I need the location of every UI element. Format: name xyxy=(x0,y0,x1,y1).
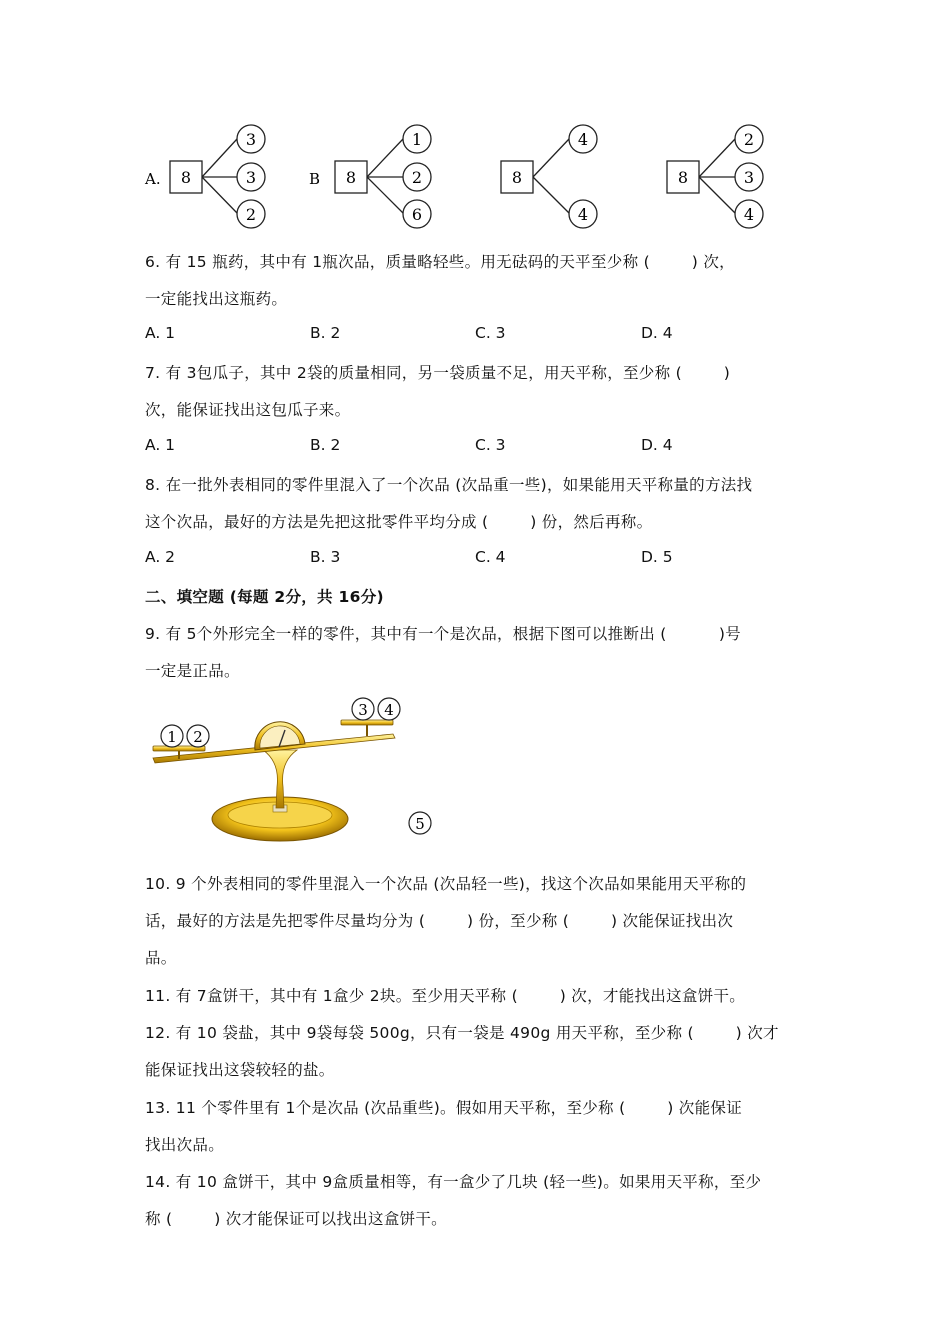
diagram-c-leaf-2: 4 xyxy=(577,205,589,224)
diagram-d-leaf-2: 3 xyxy=(743,168,755,187)
q6-option-c[interactable]: C. 3 xyxy=(475,324,506,342)
q6-option-a[interactable]: A. 1 xyxy=(145,324,176,342)
q6-line-2: 一定能找出这瓶药。 xyxy=(145,290,288,308)
diagram-a-root: 8 xyxy=(180,168,192,187)
q7-option-c[interactable]: C. 3 xyxy=(475,436,506,454)
q7-line-2: 次，能保证找出这包瓜子来。 xyxy=(145,401,351,419)
q6-option-b[interactable]: B. 2 xyxy=(310,324,341,342)
section-2-heading: 二、填空题 (每题 2分，共 16分) xyxy=(145,588,384,606)
q9-line-2: 一定是正品。 xyxy=(145,662,240,680)
q13-line-2: 找出次品。 xyxy=(145,1136,225,1154)
q7-option-a[interactable]: A. 1 xyxy=(145,436,176,454)
q10-line-2: 话，最好的方法是先把零件尽量均分为 ( ) 份，至少称 ( ) 次能保证找出次 xyxy=(145,912,734,930)
q8-line-1: 8. 在一批外表相同的零件里混入了一个次品 (次品重一些)，如果能用天平称量的方法找 xyxy=(145,476,753,494)
q7-option-b[interactable]: B. 2 xyxy=(310,436,341,454)
q6-option-d[interactable]: D. 4 xyxy=(641,324,673,342)
q14-line-2: 称 ( ) 次才能保证可以找出这盒饼干。 xyxy=(145,1210,447,1228)
scale-left-weight-2: 2 xyxy=(193,728,203,746)
scale-right-weight-2: 4 xyxy=(384,701,394,719)
diagram-c-root: 8 xyxy=(511,168,523,187)
q10-line-3: 品。 xyxy=(145,949,177,967)
diagram-a-leaf-3: 2 xyxy=(245,205,257,224)
diagram-b xyxy=(309,125,431,228)
diagram-d-root: 8 xyxy=(677,168,689,187)
q10-line-1: 10. 9 个外表相同的零件里混入一个次品 (次品轻一些)，找这个次品如果能用天平称的 xyxy=(145,875,747,893)
diagram-b-leaf-3: 6 xyxy=(411,205,423,224)
scale-left-weight-1: 1 xyxy=(167,728,177,746)
diagram-c xyxy=(501,125,597,228)
diagram-d xyxy=(667,125,763,228)
scale-aside-weight: 5 xyxy=(415,815,425,833)
diagram-b-label: B xyxy=(309,170,321,188)
diagram-b-leaf-2: 2 xyxy=(411,168,423,187)
q9-line-1: 9. 有 5个外形完全一样的零件，其中有一个是次品，根据下图可以推断出 ( )号 xyxy=(145,625,741,643)
diagram-a xyxy=(144,125,265,228)
q13-line-1: 13. 11 个零件里有 1个是次品 (次品重些)。假如用天平称，至少称 ( ) 次能保证 xyxy=(145,1099,743,1117)
diagram-c-leaf-1: 4 xyxy=(577,130,589,149)
q7-line-1: 7. 有 3包瓜子，其中 2袋的质量相同，另一袋质量不足，用天平称，至少称 ( ) xyxy=(145,364,731,382)
q8-line-2: 这个次品，最好的方法是先把这批零件平均分成 ( ) 份，然后再称。 xyxy=(145,513,653,531)
q8-option-b[interactable]: B. 3 xyxy=(310,548,341,566)
diagram-a-leaf-2: 3 xyxy=(245,168,257,187)
q7-option-d[interactable]: D. 4 xyxy=(641,436,673,454)
diagram-d-leaf-3: 4 xyxy=(743,205,755,224)
diagram-d-leaf-1: 2 xyxy=(743,130,755,149)
diagram-row xyxy=(0,0,950,240)
diagram-a-leaf-1: 3 xyxy=(245,130,257,149)
q8-option-c[interactable]: C. 4 xyxy=(475,548,506,566)
q6-line-1: 6. 有 15 瓶药，其中有 1瓶次品，质量略轻些。用无砝码的天平至少称 ( ) 次， xyxy=(145,253,735,271)
q12-line-2: 能保证找出这袋较轻的盐。 xyxy=(145,1061,335,1079)
diagram-b-leaf-1: 1 xyxy=(411,130,423,149)
balance-scale xyxy=(145,692,445,852)
diagram-b-root: 8 xyxy=(345,168,357,187)
q14-line-1: 14. 有 10 盒饼干，其中 9盒质量相等，有一盒少了几块 (轻一些)。如果用天平称，至少 xyxy=(145,1173,762,1191)
scale-right-weight-1: 3 xyxy=(358,701,368,719)
q8-option-a[interactable]: A. 2 xyxy=(145,548,176,566)
q11-line-1: 11. 有 7盒饼干，其中有 1盒少 2块。至少用天平称 ( ) 次，才能找出这盒饼干。 xyxy=(145,987,746,1005)
q8-option-d[interactable]: D. 5 xyxy=(641,548,673,566)
diagram-a-label: A. xyxy=(145,170,161,188)
q12-line-1: 12. 有 10 袋盐，其中 9袋每袋 500g，只有一袋是 490g 用天平称，至少称 ( ) 次才 xyxy=(145,1024,779,1042)
